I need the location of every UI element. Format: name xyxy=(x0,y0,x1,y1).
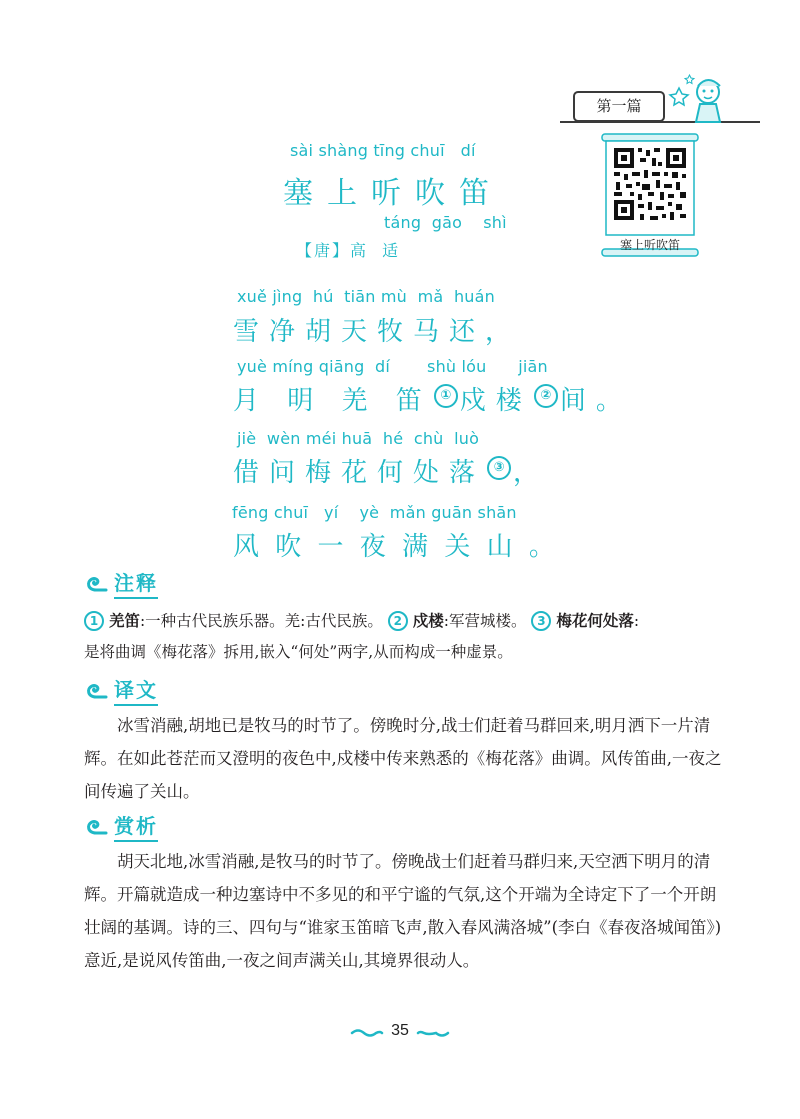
notes-heading xyxy=(84,568,158,598)
note-marker-1: ① xyxy=(434,384,458,408)
note-term-1: 羌笛 xyxy=(108,612,140,630)
notes-line-2: 是将曲调《梅花落》拆用,嵌入“何处”两字,从而构成一种虚景。 xyxy=(84,643,513,661)
note-term-3: 梅花何处落 xyxy=(556,612,634,630)
translation-text: 冰雪消融,胡地已是牧马的时节了。傍晚时分,战士们赶着马群回来,明月洒下一片清辉。在如此苍茫而又澄明的夜色中,戍楼中传来熟悉的《梅花落》曲调。风传笛曲,一夜之间传遍了关山。 xyxy=(84,716,722,801)
note-text-3: : xyxy=(633,612,640,630)
qr-caption: 塞上听吹笛 xyxy=(619,238,680,252)
note-number-1: 1 xyxy=(84,611,104,631)
notes-title: 注释 xyxy=(114,567,158,599)
note-marker-3: ③ xyxy=(487,456,511,480)
line-4-text: 风 吹 一 夜 满 关 山 。 xyxy=(233,532,559,562)
translation-title: 译文 xyxy=(114,674,158,706)
note-text-2: :军营城楼。 xyxy=(443,612,527,630)
note-text-1: :一种古代民族乐器。羌:古代民族。 xyxy=(139,612,383,630)
notes-line-1 xyxy=(84,611,724,631)
swirl-icon xyxy=(84,572,108,594)
line-4-pinyin: fēng chuī yí yè mǎn guān shān xyxy=(232,503,517,522)
appreciation-text: 胡天北地,冰雪消融,是牧马的时节了。傍晚战士们赶着马群归来,天空洒下明月的清辉。开篇就造成一种边塞诗中不多见的和平宁谧的气氛,这个开端为全诗定下了一个开朗壮阔的基调。诗的三、四句与“谁家玉笛暗飞声,散入春风满洛城”(李白《春夜洛城闻笛》)意近,是说风传笛曲,一夜之间声满关山,其境界很动人。 xyxy=(84,852,722,970)
line-2-text xyxy=(233,380,632,417)
note-number-2: 2 xyxy=(388,611,408,631)
line-3-part-1: 借问梅花何处落 xyxy=(233,458,486,488)
author-pinyin: táng gāo shì xyxy=(384,213,507,232)
swirl-icon xyxy=(84,815,108,837)
mascot-illustration-icon xyxy=(668,72,730,128)
line-1-text: 雪净胡天牧马还， xyxy=(233,317,522,347)
title-pinyin: sài shàng tīng chuī dí xyxy=(290,141,476,160)
line-1-pinyin: xuě jìng hú tiān mù mǎ huán xyxy=(237,287,495,306)
note-number-3: 3 xyxy=(531,611,551,631)
line-3-pinyin: jiè wèn méi huā hé chù luò xyxy=(237,429,480,448)
appreciation-heading xyxy=(84,811,158,841)
line-2-part-1: 月 明 羌 笛 xyxy=(233,386,432,416)
translation-heading xyxy=(84,675,158,705)
swirl-icon xyxy=(84,679,108,701)
line-2-part-2: 戍楼 xyxy=(459,386,532,416)
poem-author: 【唐】高 适 xyxy=(296,241,401,260)
line-3-text xyxy=(233,452,549,489)
appreciation-title: 赏析 xyxy=(114,810,158,842)
right-wave-ornament-icon xyxy=(416,1027,450,1039)
page-number-footer xyxy=(350,1022,450,1042)
page-number: 35 xyxy=(391,1022,409,1039)
line-2-pinyin: yuè míng qiāng dí shù lóu jiān xyxy=(237,357,548,376)
poem-title: 塞上听吹笛 xyxy=(283,176,503,211)
note-marker-2: ② xyxy=(534,384,558,408)
line-3-part-2: ， xyxy=(513,458,550,488)
chapter-tab: 第一篇 xyxy=(573,91,665,122)
line-2-part-3: 间。 xyxy=(559,386,632,416)
note-term-2: 戍楼 xyxy=(412,612,444,630)
